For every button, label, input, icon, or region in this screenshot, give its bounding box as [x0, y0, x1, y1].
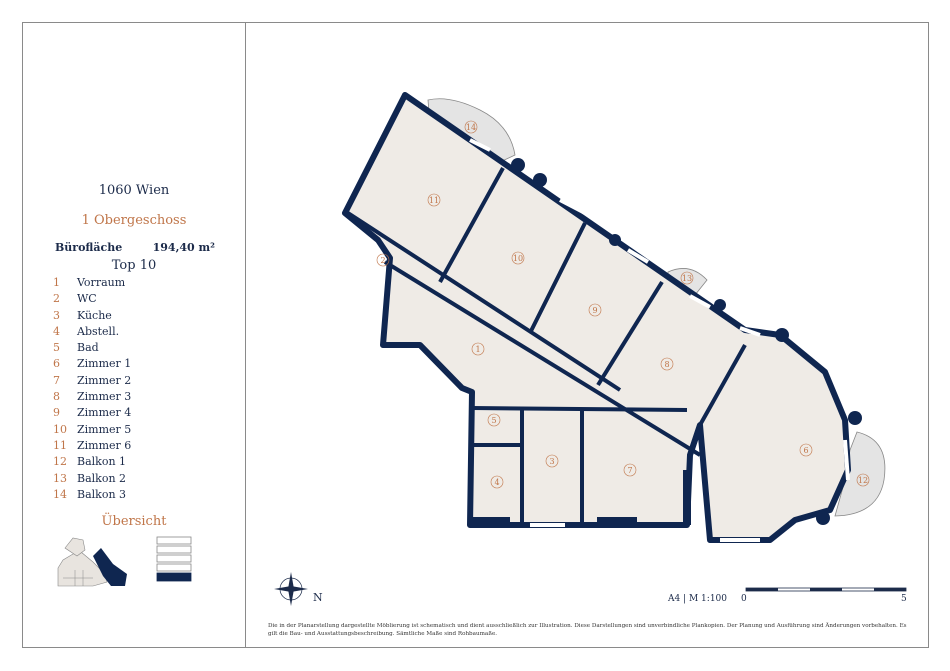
- room-list-item: [53, 405, 131, 421]
- room-label-10: 10: [512, 254, 524, 263]
- overview-title: Übersicht: [101, 514, 167, 529]
- room-number: 6: [53, 357, 60, 371]
- room-name: Balkon 2: [77, 471, 127, 485]
- scale-format: A4 | M 1:100: [668, 594, 727, 604]
- room-list-item: [53, 389, 131, 405]
- room-number: 10: [53, 422, 67, 436]
- room-number: 12: [53, 455, 67, 469]
- room-list-item: [53, 487, 131, 503]
- city-title: 1060 Wien: [98, 183, 170, 198]
- room-list-item: [53, 324, 131, 340]
- room-label-13: 13: [681, 274, 693, 283]
- room-list-item: [53, 373, 131, 389]
- room-name: Balkon 3: [77, 487, 127, 501]
- unit-title: Top 10: [111, 258, 157, 273]
- room-number: 4: [53, 324, 60, 338]
- room-label-6: 6: [803, 446, 809, 455]
- info-panel: [23, 23, 245, 647]
- room-label-11: 11: [428, 196, 440, 205]
- room-number: 2: [53, 292, 60, 306]
- room-list-item: [53, 356, 131, 372]
- room-label-14: 14: [465, 123, 477, 132]
- scale-start: 0: [741, 594, 747, 604]
- room-number: 7: [53, 373, 60, 387]
- area-value: 194,40 m²: [152, 241, 215, 254]
- room-number: 1: [53, 276, 60, 289]
- room-list-item: [53, 291, 131, 307]
- room-name: Zimmer 4: [77, 406, 132, 420]
- floor-title: 1 Obergeschoss: [81, 213, 187, 228]
- scale-bar: [746, 588, 906, 591]
- overview-building-thumbnail: [156, 536, 192, 584]
- area-label: Bürofläche: [55, 241, 123, 254]
- room-number: 5: [53, 341, 60, 355]
- scale-end: 5: [901, 594, 907, 604]
- room-list-item: [53, 308, 131, 324]
- disclaimer-text: Die in der Planarstellung dargestellte Möblierung ist schematisch und dient ausschließlich zur Illustration. Diese Darstellungen sind unverbindliche Plankopien. Der Planung und Ausführung sind Änderungen vorbehalten. Es gilt die Bau- und Ausstattungsbeschreibung. Sämtliche Maße sind Rohbaumaße.: [268, 623, 907, 637]
- room-list-item: [53, 422, 131, 438]
- room-name: WC: [77, 292, 97, 306]
- room-list: [53, 275, 131, 503]
- room-number: 11: [53, 438, 67, 452]
- room-label-1: 1: [475, 345, 481, 354]
- room-list-item: [53, 471, 131, 487]
- room-name: Küche: [77, 308, 112, 322]
- room-list-item: [53, 340, 131, 356]
- room-list-item: [53, 454, 131, 470]
- floor-plan: [246, 23, 928, 647]
- room-number: 14: [53, 487, 67, 501]
- compass-icon: [274, 572, 308, 606]
- room-label-7: 7: [627, 466, 633, 475]
- room-list-item: [53, 275, 131, 291]
- room-list-item: [53, 438, 131, 454]
- room-name: Zimmer 6: [77, 438, 132, 452]
- room-number: 3: [53, 308, 60, 322]
- room-label-8: 8: [664, 360, 670, 369]
- room-label-12: 12: [857, 476, 869, 485]
- room-label-3: 3: [549, 457, 555, 466]
- overview-floor-thumbnail: [53, 530, 133, 590]
- room-name: Vorraum: [77, 276, 126, 289]
- room-name: Bad: [77, 341, 99, 355]
- room-name: Zimmer 3: [77, 390, 132, 404]
- room-name: Abstell.: [77, 324, 120, 338]
- floor-area: [345, 95, 848, 540]
- room-label-9: 9: [592, 306, 598, 315]
- room-label-4: 4: [494, 478, 500, 487]
- room-number: 8: [53, 390, 60, 404]
- room-name: Zimmer 2: [77, 373, 132, 387]
- room-name: Zimmer 5: [77, 422, 132, 436]
- room-number: 9: [53, 406, 60, 420]
- room-name: Balkon 1: [77, 455, 127, 469]
- room-label-2: 2: [380, 256, 386, 265]
- room-name: Zimmer 1: [77, 357, 132, 371]
- compass-north-label: N: [313, 591, 323, 604]
- room-label-5: 5: [491, 416, 497, 425]
- room-number: 13: [53, 471, 67, 485]
